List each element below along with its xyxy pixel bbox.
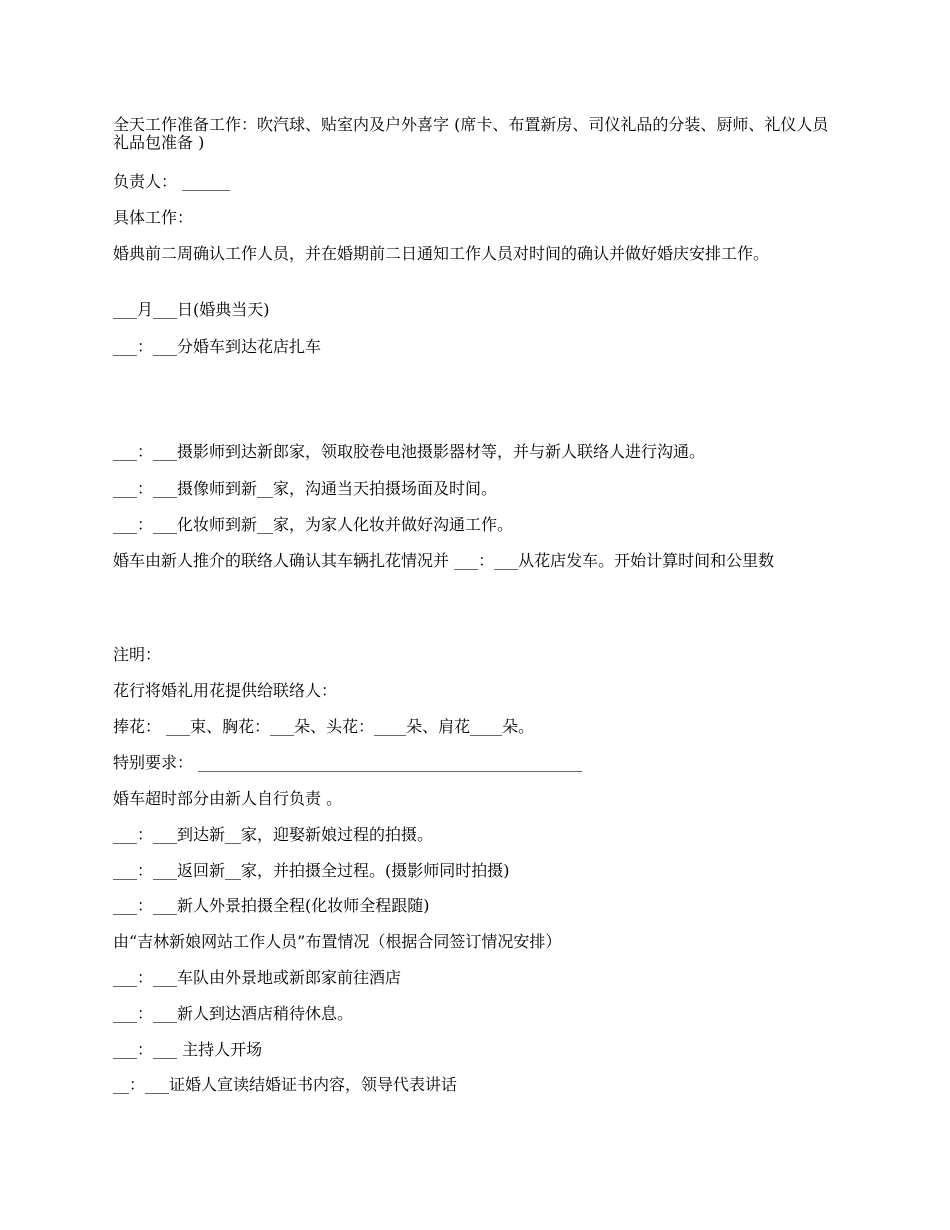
paragraph-venue-setup: 由“吉林新娘网站工作人员”布置情况（根据合同签订情况安排） [113,932,562,951]
paragraph-note-heading: 注明： [113,645,162,664]
paragraph-videographer: ___：___摄像师到新__家，沟通当天拍摄场面及时间。 [113,479,498,498]
paragraph-motorcade-to-hotel: ___：___车队由外景地或新郎家前往酒店 [113,968,402,987]
paragraph-confirm-staff: 婚典前二周确认工作人员，并在婚期前二日通知工作人员对时间的确认并做好婚庆安排工作。 [113,244,770,263]
paragraph-flowers-to-contact: 花行将婚礼用花提供给联络人： [113,681,338,700]
paragraph-car-decoration: ___：___分婚车到达花店扎车 [113,337,322,356]
paragraph-arrive-hotel: ___：___新人到达酒店稍待休息。 [113,1004,354,1023]
paragraph-photographer: ___：___摄影师到达新郎家，领取胶卷电池摄影器材等，并与新人联络人进行沟通。 [113,442,706,461]
paragraph-host-opening: ___：___ 主持人开场 [113,1040,263,1059]
paragraph-specific-work-heading: 具体工作： [113,208,194,227]
paragraph-car-departure: 婚车由新人推介的联络人确认其车辆扎花情况并 ___：___从花店发车。开始计算时间和公里数 [113,551,775,570]
paragraph-overtime: 婚车超时部分由新人自行负责 。 [113,789,343,808]
paragraph-preparation: 全天工作准备工作：吹汽球、贴室内及户外喜字 (席卡、布置新房、司仪礼品的分装、厨师、礼仪人员礼品包准备 ) [113,115,829,152]
paragraph-makeup-artist: ___：___化妆师到新__家，为家人化妆并做好沟通工作。 [113,515,514,534]
paragraph-responsible-person: 负责人： ______ [113,172,231,191]
paragraph-flower-counts: 捧花： ___束、胸花：___朵、头花：____朵、肩花____朵。 [113,717,535,736]
paragraph-return-home: ___：___返回新__家，并拍摄全过程。(摄影师同时拍摄) [113,861,510,880]
paragraph-witness-speech: __：___证婚人宣读结婚证书内容，领导代表讲话 [113,1075,458,1094]
paragraph-outdoor-shoot: ___：___新人外景拍摄全程(化妆师全程跟随) [113,896,430,915]
paragraph-pickup-bride: ___：___到达新__家，迎娶新娘过程的拍摄。 [113,825,434,844]
paragraph-wedding-date: ___月___日(婚典当天) [113,300,270,319]
paragraph-special-requirements: 特别要求： ________________________________________________ [113,753,583,772]
